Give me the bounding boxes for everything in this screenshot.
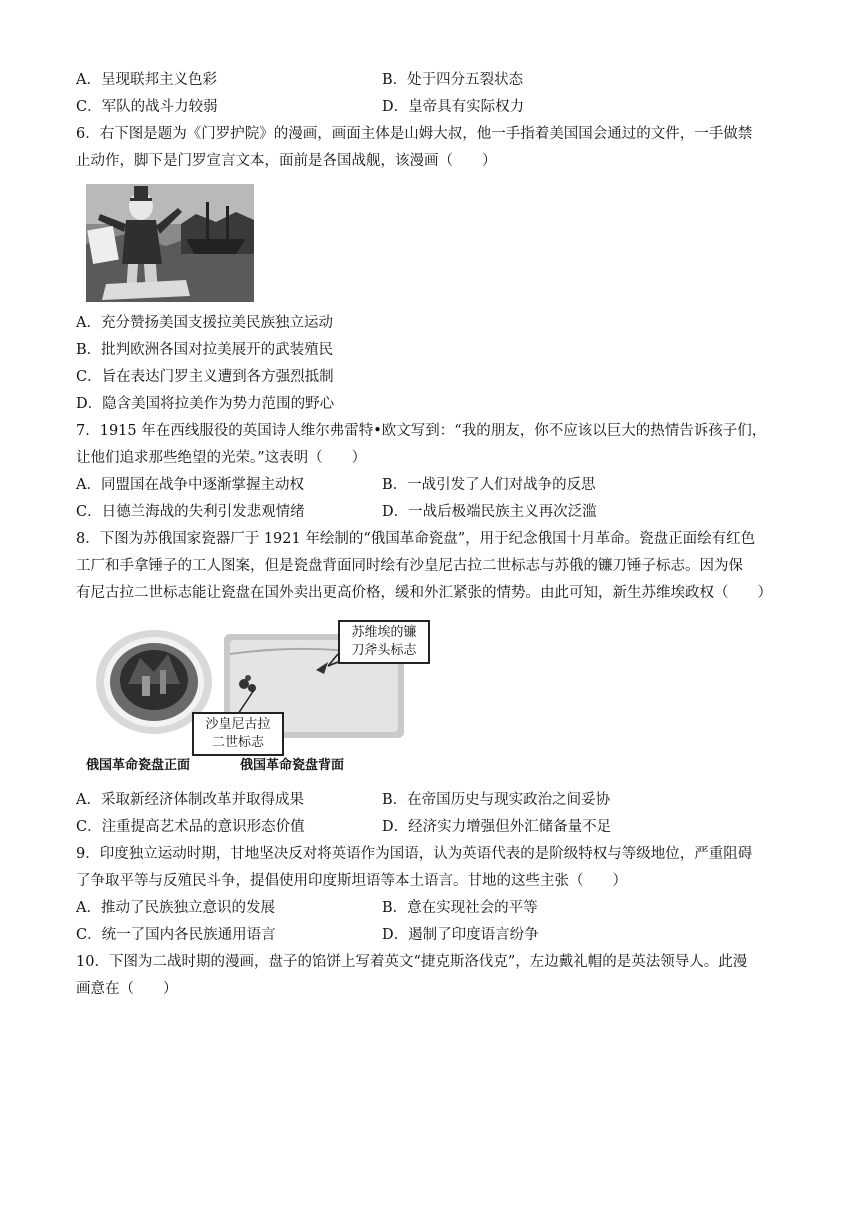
q8-stem-line-1: 8．下图为苏俄国家瓷器厂于 1921 年绘制的“俄国革命瓷盘”，用于纪念俄国十月革命。瓷盘正面绘有红色 (76, 531, 756, 547)
q7-option-b[interactable]: B．一战引发了人们对战争的反思 (382, 477, 596, 493)
q8-option-c[interactable]: C．注重提高艺术品的意识形态价值 (76, 819, 305, 835)
q9-options-row-2 (76, 925, 796, 945)
monroe-cartoon-drawing (86, 184, 254, 302)
callout-soviet-emblem (338, 620, 430, 664)
q6-option-c[interactable]: C．旨在表达门罗主义遭到各方强烈抵制 (76, 369, 334, 385)
callout-soviet-line-1: 苏维埃的镰 (351, 625, 417, 640)
q8-stem-line-2: 工厂和手拿锤子的工人图案，但是瓷盘背面同时绘有沙皇尼古拉二世标志与苏俄的镰刀锤子标志。因为保 (76, 558, 743, 574)
q5-options-row-2 (76, 97, 796, 117)
q9-options-row-1 (76, 898, 796, 918)
q9-option-d[interactable]: D．遏制了印度语言纷争 (382, 927, 539, 943)
q8-option-b[interactable]: B．在帝国历史与现实政治之间妥协 (382, 792, 611, 808)
caption-plate-front: 俄国革命瓷盘正面 (86, 758, 191, 773)
q7-option-c[interactable]: C．日德兰海战的失利引发悲观情绪 (76, 504, 305, 520)
q6-option-b[interactable]: B．批判欧洲各国对拉美展开的武装殖民 (76, 342, 334, 358)
q9-stem-line-2: 了争取平等与反殖民斗争，提倡使用印度斯坦语等本土语言。甘地的这些主张（ ） (76, 873, 627, 889)
callout-tsar-emblem (192, 712, 284, 756)
callout-tsar-line-1: 沙皇尼古拉 (205, 717, 271, 732)
q7-options-row-1 (76, 475, 796, 495)
q7-option-a[interactable]: A．同盟国在战争中逐渐掌握主动权 (76, 477, 304, 493)
q7-stem-line-2: 让他们追求那些绝望的光荣。”这表明（ ） (76, 450, 367, 466)
q6-option-d[interactable]: D．隐含美国将拉美作为势力范围的野心 (76, 396, 335, 412)
q6-option-a[interactable]: A．充分赞扬美国支援拉美民族独立运动 (76, 315, 333, 331)
q7-option-d[interactable]: D．一战后极端民族主义再次泛滥 (382, 504, 597, 520)
q9-option-b[interactable]: B．意在实现社会的平等 (382, 900, 538, 916)
q6-cartoon-image (86, 184, 254, 302)
q5-option-d[interactable]: D．皇帝具有实际权力 (382, 99, 525, 115)
q9-stem-line-1: 9．印度独立运动时期，甘地坚决反对将英语作为国语，认为英语代表的是阶级特权与等级地位，严重阻碍 (76, 846, 753, 862)
q9-option-a[interactable]: A．推动了民族独立意识的发展 (76, 900, 275, 916)
q6-stem-line-1: 6．右下图是题为《门罗护院》的漫画，画面主体是山姆大叔，他一手指着美国国会通过的文件，一手做禁 (76, 126, 753, 142)
q10-stem-line-1: 10．下图为二战时期的漫画，盘子的馅饼上写着英文“捷克斯洛伐克”，左边戴礼帽的是英法领导人。此漫 (76, 954, 748, 970)
q8-option-d[interactable]: D．经济实力增强但外汇储备量不足 (382, 819, 612, 835)
q10-stem-line-2: 画意在（ ） (76, 981, 178, 997)
q8-stem-line-3: 有尼古拉二世标志能让瓷盘在国外卖出更高价格，缓和外汇紧张的情势。由此可知，新生苏维埃政权（ ） (76, 585, 772, 601)
q8-options-row-1 (76, 790, 796, 810)
callout-soviet-line-2: 刀斧头标志 (351, 643, 417, 658)
callout-tsar-line-2: 二世标志 (211, 735, 264, 750)
q8-options-row-2 (76, 817, 796, 837)
q7-stem-line-1: 7．1915 年在西线服役的英国诗人维尔弗雷特•欧文写到：“我的朋友，你不应该以巨大的热情告诉孩子们， (76, 423, 767, 439)
q5-option-c[interactable]: C．军队的战斗力较弱 (76, 99, 218, 115)
q5-option-b[interactable]: B．处于四分五裂状态 (382, 72, 524, 88)
q5-option-a[interactable]: A．呈现联邦主义色彩 (76, 72, 217, 88)
q9-option-c[interactable]: C．统一了国内各民族通用语言 (76, 927, 276, 943)
q7-options-row-2 (76, 502, 796, 522)
caption-plate-back: 俄国革命瓷盘背面 (240, 758, 345, 773)
q5-options-row-1 (76, 70, 796, 90)
q8-option-a[interactable]: A．采取新经济体制改革并取得成果 (76, 792, 304, 808)
q6-stem-line-2: 止动作，脚下是门罗宣言文本，面前是各国战舰，该漫画（ ） (76, 153, 497, 169)
